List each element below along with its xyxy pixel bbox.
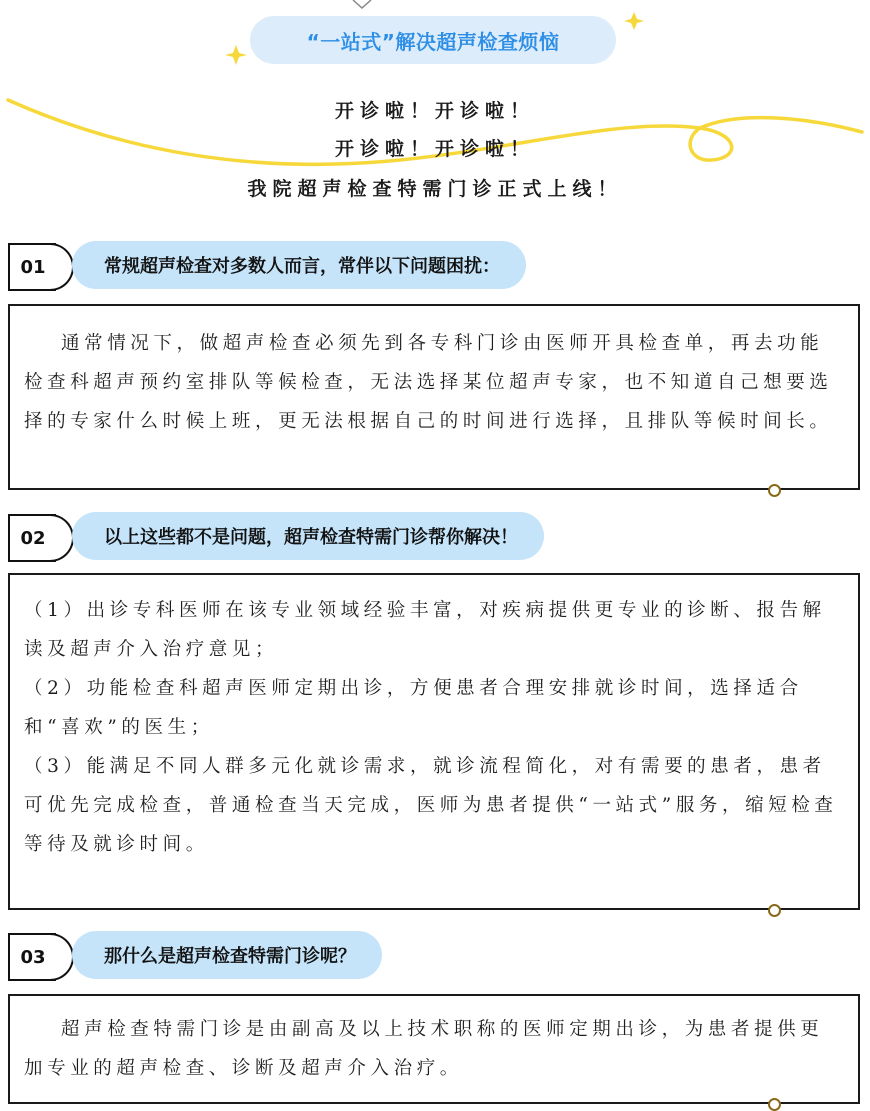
section-number: 03 bbox=[8, 933, 56, 981]
corner-dot bbox=[768, 904, 781, 917]
sparkle-icon bbox=[225, 45, 247, 65]
corner-dot bbox=[768, 484, 781, 497]
section-heading: 那什么是超声检查特需门诊呢？ bbox=[72, 931, 382, 979]
paragraph: 超声检查特需门诊是由副高及以上技术职称的医师定期出诊，为患者提供更加专业的超声检查、诊断及超声介入治疗。 bbox=[24, 1019, 824, 1079]
section-heading: 以上这些都不是问题，超声检查特需门诊帮你解决！ bbox=[72, 512, 544, 560]
section-content-box bbox=[8, 304, 860, 490]
section-number-cap bbox=[48, 514, 74, 562]
paragraph: （3）能满足不同人群多元化就诊需求，就诊流程简化，对有需要的患者，患者可优先完成检查，普通检查当天完成，医师为患者提供“一站式”服务，缩短检查等待及就诊时间。 bbox=[24, 756, 838, 855]
sparkle-icon bbox=[624, 12, 644, 30]
section-heading: 常规超声检查对多数人而言，常伴以下问题困扰： bbox=[72, 241, 526, 289]
intro-line: 我院超声检查特需门诊正式上线！ bbox=[247, 178, 623, 200]
intro-line: 开诊啦！开诊啦！ bbox=[334, 100, 535, 122]
corner-dot bbox=[768, 1098, 781, 1111]
section-number-cap bbox=[48, 243, 74, 291]
paragraph: （2）功能检查科超声医师定期出诊，方便患者合理安排就诊时间，选择适合和“喜欢”的医生； bbox=[24, 678, 803, 738]
paragraph: 通常情况下，做超声检查必须先到各专科门诊由医师开具检查单，再去功能检查科超声预约室排队等候检查，无法选择某位超声专家，也不知道自己想要选择的专家什么时候上班，更无法根据自己的时间进行选择，且排队等候时间长。 bbox=[24, 333, 833, 432]
paragraph: （1）出诊专科医师在该专业领域经验丰富，对疾病提供更专业的诊断、报告解读及超声介入治疗意见； bbox=[24, 600, 826, 660]
section-content-box bbox=[8, 573, 860, 910]
section-number: 02 bbox=[8, 514, 56, 562]
page-title: “一站式”解决超声检查烦恼 bbox=[250, 16, 616, 64]
section-number-cap bbox=[48, 933, 74, 981]
intro-line: 开诊啦！开诊啦！ bbox=[334, 138, 535, 160]
chevron-down-icon bbox=[353, 0, 371, 8]
section-content-box bbox=[8, 994, 860, 1104]
section-number: 01 bbox=[8, 243, 56, 291]
